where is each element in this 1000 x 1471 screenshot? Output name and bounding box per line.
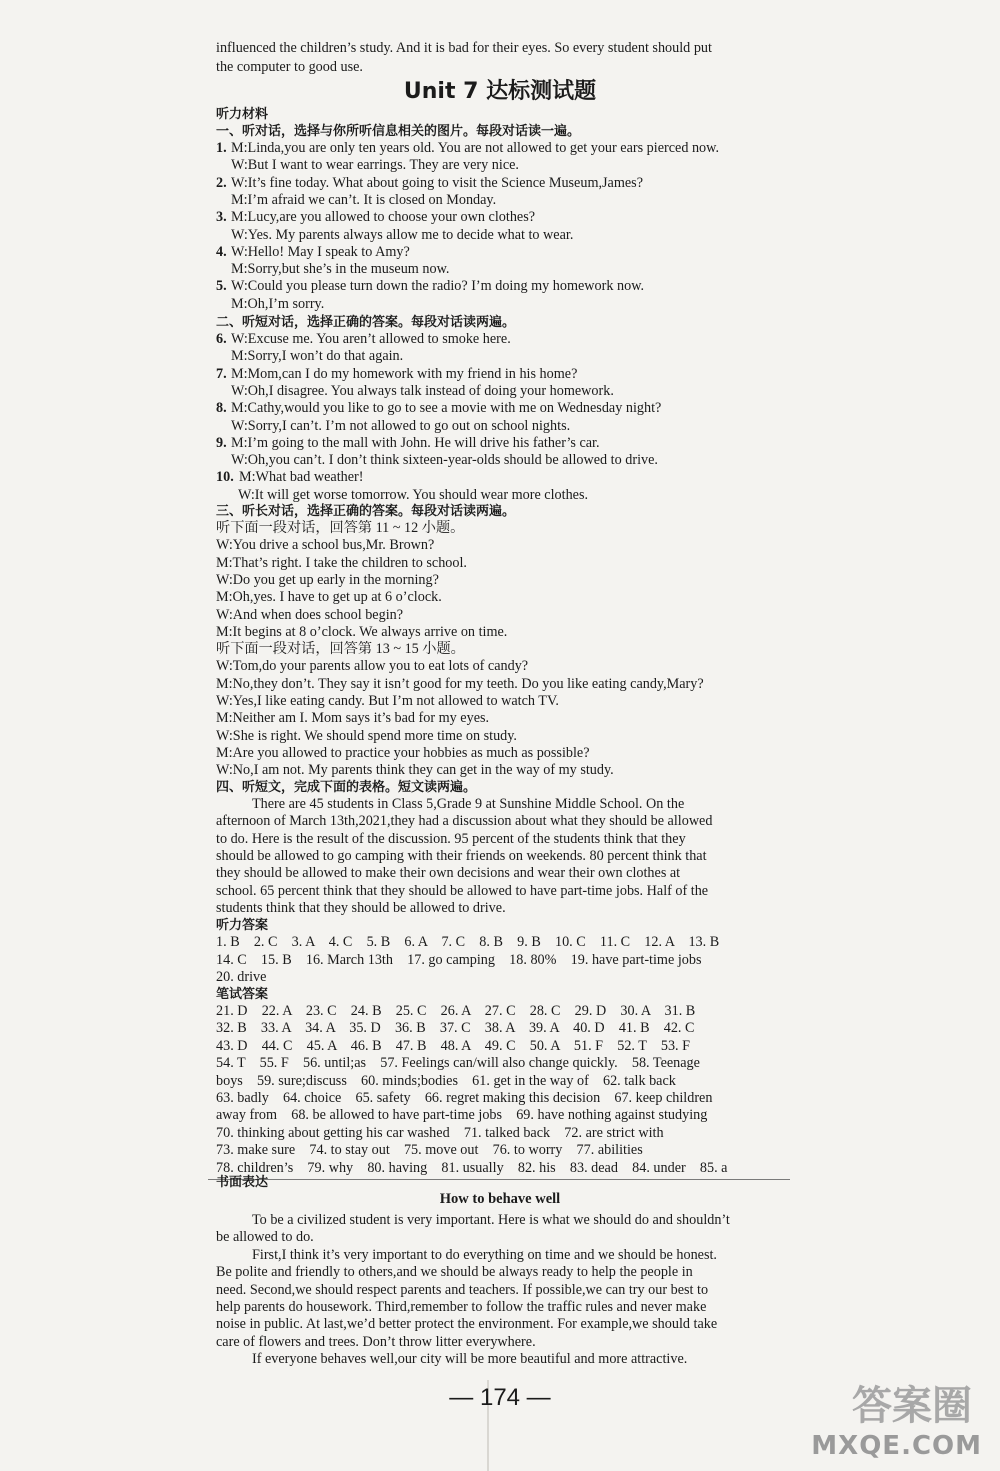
listening-answers-heading: 听力答案 [216,918,269,933]
writing-heading: 书面表达 [216,1175,269,1190]
answer-row: 70. thinking about getting his car washed 71. talked back 72. are strict with [216,1124,664,1141]
dialogue-line: W:Yes,I like eating candy. But I’m not allowed to watch TV. [216,693,559,709]
passage-line: to do. Here is the result of the discussion. 95 percent of the students think that they [216,830,686,847]
dialogue-line: W:Do you get up early in the morning? [216,571,439,588]
dialogue-line: M:Oh,I’m sorry. [231,295,325,312]
dialogue-line: M:Are you allowed to practice your hobbies as much as possible? [216,744,590,761]
dialogue-line: M:Oh,yes. I have to get up at 6 o’clock. [216,589,442,606]
dialogue-line: M:Linda,you are only ten years old. You are not allowed to get your ears pierced now. [231,140,720,156]
page-number: — 174 — [449,1384,551,1411]
answer-row: 20. drive [216,969,267,985]
essay-title: How to behave well [439,1191,561,1207]
passage-line: There are 45 students in Class 5,Grade 9 at Sunshine Middle School. On the [252,796,685,812]
dialogue-line: W:Tom,do your parents allow you to eat lots of candy? [216,658,529,675]
answer-row: 73. make sure 74. to stay out 75. move out 76. to worry 77. abilities [216,1142,643,1159]
dialogue-number: 8. [216,400,227,417]
answer-row: 1. B 2. C 3. A 4. C 5. B 6. A 7. C 8. B 9. B 10. C 11. C 12. A 13. B [216,934,720,950]
dialogue-line: M:Sorry,I won’t do that again. [231,348,404,365]
essay-line: If everyone behaves well,our city will be more beautiful and more attractive. [252,1351,688,1368]
dialogue-number: 7. [216,365,227,382]
dialogue-line: 听下面一段对话，回答第 13 ~ 15 小题。 [216,641,465,658]
essay-line: noise in public. At last,we’d better protect the environment. For example,we should take [216,1316,718,1333]
dialogue-line: M:Sorry,but she’s in the museum now. [231,261,450,278]
passage-line: they should be allowed to make their own decisions and wear their own clothes at [216,865,681,882]
part1-heading: 一、听对话，选择与你所听信息相关的图片。每段对话读一遍。 [216,124,581,139]
dialogue-line: M:It begins at 8 o’clock. We always arrive on time. [216,623,508,640]
essay-line: help parents do housework. Third,remember to follow the traffic rules and never make [216,1299,707,1315]
dialogue-number: 4. [216,243,227,260]
dialogue-line: W:Yes. My parents always allow me to decide what to wear. [231,226,574,243]
dialogue-line: M:That’s right. I take the children to school. [216,554,467,571]
dialogue-line: W:It will get worse tomorrow. You should wear more clothes. [238,486,589,503]
watermark-logo: 答案圈 [852,1383,972,1429]
part4-heading: 四、听短文，完成下面的表格。短文读两遍。 [216,780,477,795]
watermark-url: MXQE.COM [811,1431,982,1461]
written-answers-heading: 笔试答案 [216,987,269,1002]
dialogue-line: M:I’m going to the mall with John. He will drive his father’s car. [231,434,600,451]
passage-line: should be allowed to go camping with their friends on weekends. 80 percent think that [216,847,707,864]
essay-line: First,I think it’s very important to do everything on time and we should be honest. [252,1246,717,1263]
dialogue-line: W:Sorry,I can’t. I’m not allowed to go out on school nights. [231,417,571,434]
dialogue-line: W:Oh,I disagree. You always talk instead of doing your homework. [231,382,614,399]
page-title: Unit 7 达标测试题 [403,79,597,104]
dialogue-line: M:Mom,can I do my homework with my friend in his home? [231,365,578,382]
dialogue-line: W:Oh,you can’t. I don’t think sixteen-year-olds should be allowed to drive. [231,452,658,469]
dialogue-line: W:You drive a school bus,Mr. Brown? [216,537,435,554]
dialogue-line: W:She is right. We should spend more time on study. [216,727,517,744]
answer-row: boys 59. sure;discuss 60. minds;bodies 61. get in the way of 62. talk back [216,1072,676,1089]
passage-line: afternoon of March 13th,2021,they had a discussion about what they should be allowed [216,813,713,830]
intro-line-2: the computer to good use. [216,59,363,75]
essay-line: be allowed to do. [216,1229,314,1246]
dialogue-line: M:Cathy,would you like to go to see a movie with me on Wednesday night? [231,400,662,417]
dialogue-line: M:Neither am I. Mom says it’s bad for my eyes. [216,710,490,727]
dialogue-line: W:Excuse me. You aren’t allowed to smoke here. [231,331,511,347]
listening-heading: 听力材料 [216,107,269,122]
essay-line: care of flowers and trees. Don’t throw litter everywhere. [216,1333,536,1350]
dialogue-line: M:I’m afraid we can’t. It is closed on Monday. [231,191,497,208]
dialogue-line: M:No,they don’t. They say it isn’t good for my teeth. Do you like eating candy,Mary? [216,675,704,692]
dialogue-number: 2. [216,174,227,191]
answer-row: 21. D 22. A 23. C 24. B 25. C 26. A 27. C 28. C 29. D 30. A 31. B [216,1003,696,1019]
part3-heading: 三、听长对话，选择正确的答案。每段对话读两遍。 [216,504,516,519]
dialogue-number: 1. [216,140,227,156]
answer-row: 54. T 55. F 56. until;as 57. Feelings can/will also change quickly. 58. Teenage [216,1055,700,1072]
dialogue-number: 6. [216,331,227,347]
answer-row: 63. badly 64. choice 65. safety 66. regret making this decision 67. keep children [216,1090,713,1106]
answer-row: away from 68. be allowed to have part-time jobs 69. have nothing against studying [216,1107,708,1124]
dialogue-line: W:Hello! May I speak to Amy? [231,243,410,260]
dialogue-number: 10. [216,469,234,486]
dialogue-line: W:It’s fine today. What about going to visit the Science Museum,James? [231,174,644,191]
answer-row: 32. B 33. A 34. A 35. D 36. B 37. C 38. A 39. A 40. D 41. B 42. C [216,1020,695,1037]
dialogue-line: M:What bad weather! [239,469,364,486]
dialogue-number: 5. [216,278,227,295]
dialogue-line: M:Lucy,are you allowed to choose your own clothes? [231,209,536,226]
dialogue-line: W:Could you please turn down the radio? I’m doing my homework now. [231,278,645,295]
dialogue-number: 9. [216,434,227,451]
passage-line: school. 65 percent think that they should be allowed to have part-time jobs. Half of the [216,882,709,899]
answer-row: 14. C 15. B 16. March 13th 17. go camping 18. 80% 19. have part-time jobs [216,951,702,968]
passage-line: students think that they should be allowed to drive. [216,899,506,916]
dialogue-line: W:But I want to wear earrings. They are very nice. [231,157,519,174]
section-divider [208,1179,790,1180]
dialogue-line: W:And when does school begin? [216,606,404,623]
intro-line-1: influenced the children’s study. And it is bad for their eyes. So every student should put [216,40,712,56]
dialogue-number: 3. [216,209,227,226]
answer-row: 78. children’s 79. why 80. having 81. usually 82. his 83. dead 84. under 85. a [216,1159,728,1176]
part2-heading: 二、听短对话，选择正确的答案。每段对话读两遍。 [216,315,516,330]
essay-line: To be a civilized student is very important. Here is what we should do and shouldn’t [252,1212,730,1228]
essay-line: Be polite and friendly to others,and we should be always ready to help the people in [216,1264,693,1281]
answer-row: 43. D 44. C 45. A 46. B 47. B 48. A 49. C 50. A 51. F 52. T 53. F [216,1037,691,1054]
essay-line: need. Second,we should respect parents and teachers. If possible,we can try our best to [216,1281,709,1298]
dialogue-line: W:No,I am not. My parents think they can get in the way of my study. [216,762,614,779]
dialogue-line: 听下面一段对话，回答第 11 ~ 12 小题。 [216,520,465,536]
